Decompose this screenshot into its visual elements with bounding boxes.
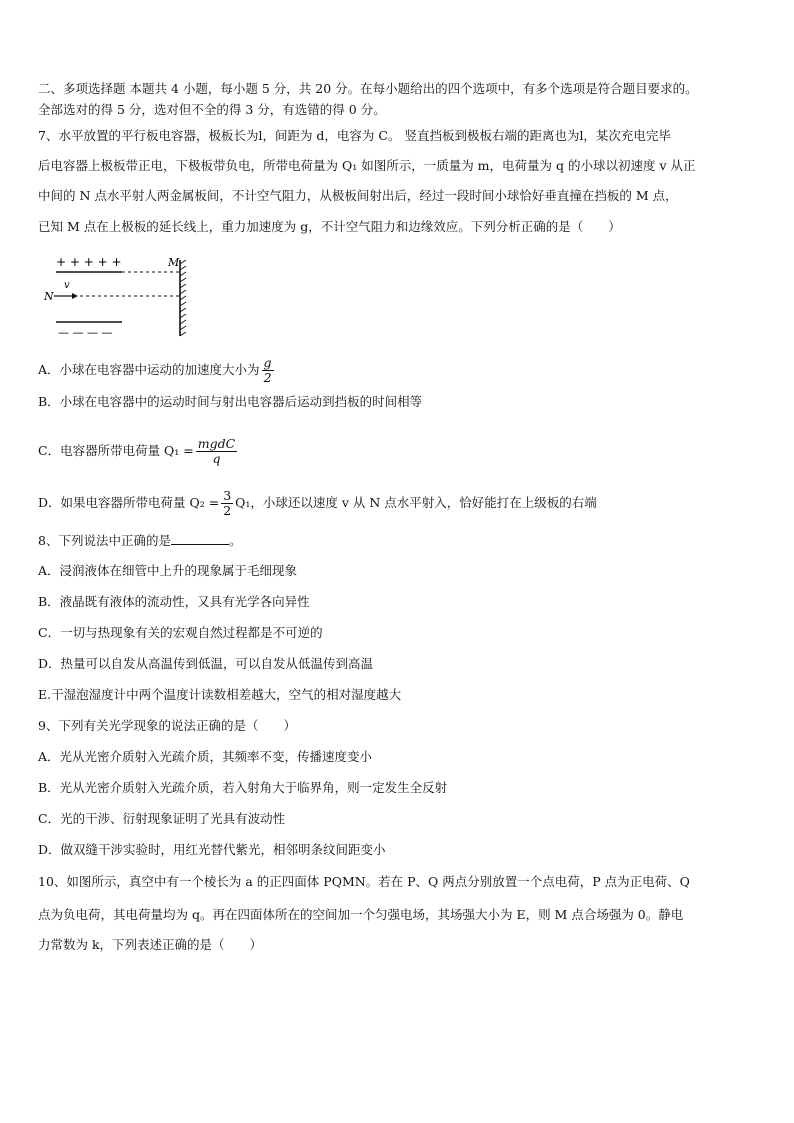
q7-option-d-text: D．如果电容器所带电荷量 Q₂ =: [38, 495, 220, 510]
q8-option-d[interactable]: D．热量可以自发从高温传到低温，可以自发从低温传到高温: [38, 656, 374, 671]
capacitor-diagram: [40, 250, 200, 342]
q9-option-b[interactable]: B．光从光密介质射入光疏介质，若入射角大于临界角，则一定发生全反射: [38, 780, 448, 795]
q7-option-a-text: A．小球在电容器中运动的加速度大小为: [38, 362, 260, 377]
q7-stem-line-2: 后电容器上极板带正电，下极板带负电，所带电荷量为 Q₁ 如图所示，一质量为 m，电荷量为 q 的小球以初速度 v 从正: [38, 158, 696, 173]
q7-option-a[interactable]: [38, 356, 276, 385]
q8-option-a[interactable]: A．浸润液体在细管中上升的现象属于毛细现象: [38, 563, 298, 578]
fraction-3-over-2: $\frac{3}{2}$: [223, 488, 232, 518]
q8-option-c[interactable]: C．一切与热现象有关的宏观自然过程都是不可逆的: [38, 625, 323, 640]
q7-stem-line-1: 7、水平放置的平行板电容器，极板长为l，间距为 d，电容为 C。 竖直挡板到极板右端的距离也为l，某次充电完毕: [38, 128, 671, 143]
negative-charges-label: — — — —: [58, 326, 113, 339]
answer-blank[interactable]: [171, 532, 229, 545]
q7-stem-line-3: 中间的 N 点水平射人两金属板间，不计空气阻力，从极板间射出后，经过一段时间小球恰好垂直撞在挡板的 M 点，: [38, 188, 678, 203]
point-m-label: M: [168, 256, 180, 269]
q7-option-c[interactable]: [38, 437, 239, 466]
q9-option-d[interactable]: D．做双缝干涉实验时，用红光替代紫光，相邻明条纹间距变小: [38, 842, 386, 857]
positive-charges-label: + + + + +: [56, 255, 122, 269]
section-instructions-line-2: 全部选对的得 5 分，选对但不全的得 3 分，有选错的得 0 分。: [38, 102, 386, 117]
q7-option-b[interactable]: B．小球在电容器中的运动时间与射出电容器后运动到挡板的时间相等: [38, 394, 423, 409]
point-n-label: N: [44, 290, 54, 303]
q10-stem-line-1: 10、如图所示，真空中有一个棱长为 a 的正四面体 PQMN。若在 P、Q 两点分别放置一个点电荷，P 点为正电荷、Q: [38, 874, 690, 889]
q8-option-e[interactable]: E.干湿泡湿度计中两个温度计读数相差越大，空气的相对湿度越大: [38, 687, 402, 702]
q7-option-c-text: C．电容器所带电荷量 Q₁ =: [38, 443, 194, 458]
q7-stem-line-4: 已知 M 点在上极板的延长线上，重力加速度为 g，不计空气阻力和边缘效应。下列分析正确的是（ ）: [38, 219, 621, 234]
fraction-g-over-2: $\frac{g}{2}$: [263, 355, 272, 385]
q9-stem: 9、下列有关光学现象的说法正确的是（ ）: [38, 718, 296, 733]
fraction-mgdc-over-q: $\frac{\text{mgdC}}{q}$: [197, 436, 236, 466]
q8-stem: 8、下列说法中正确的是 。: [38, 533, 242, 548]
section-instructions-line-1: 二、多项选择题 本题共 4 小题，每小题 5 分，共 20 分。在每小题给出的四个选项中，有多个选项是符合题目要求的。: [38, 81, 698, 96]
q7-option-d-suffix: Q₁，小球还以速度 v 从 N 点水平射入，恰好能打在上级板的右端: [235, 495, 597, 510]
q9-option-a[interactable]: A．光从光密介质射入光疏介质，其频率不变，传播速度变小: [38, 749, 373, 764]
velocity-label: v: [64, 280, 70, 291]
q7-option-d[interactable]: [38, 489, 597, 518]
q10-stem-line-3: 力常数为 k，下列表述正确的是（ ）: [38, 937, 263, 952]
q9-option-c[interactable]: C．光的干涉、衍射现象证明了光具有波动性: [38, 811, 286, 826]
q10-stem-line-2: 点为负电荷，其电荷量均为 q。再在四面体所在的空间加一个匀强电场，其场强大小为 E，则 M 点合场强为 0。静电: [38, 907, 684, 922]
q8-option-b[interactable]: B．液晶既有液体的流动性，又具有光学各向异性: [38, 594, 310, 609]
